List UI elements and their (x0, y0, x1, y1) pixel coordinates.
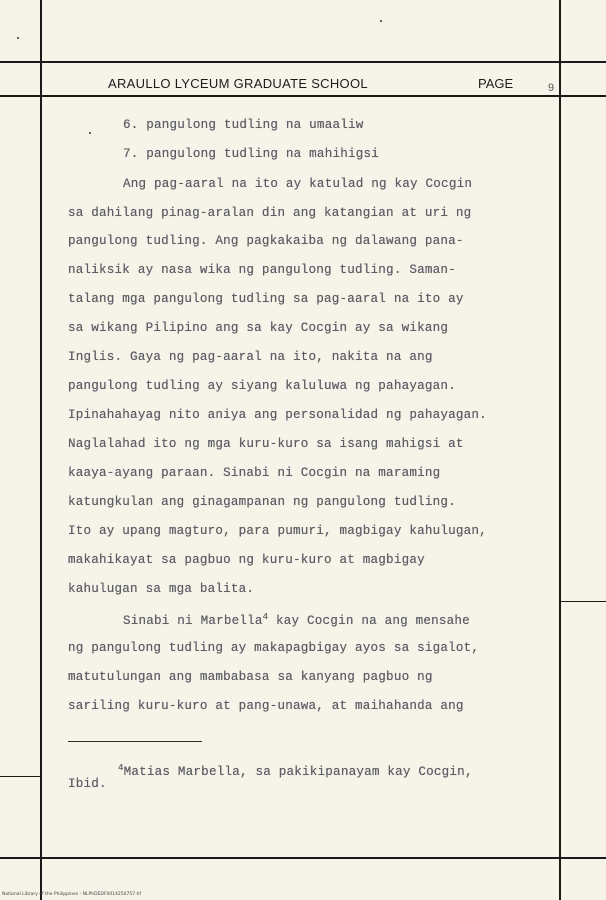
archive-credit: National Library of the Philippines - NLPhDEDF0014250757.tif (2, 892, 142, 897)
body-line: ng pangulong tudling ay makapagbigay ayos sa sigalot, (68, 641, 480, 655)
paragraph-2-first-line (123, 612, 470, 628)
list-item: 6. pangulong tudling na umaaliw (123, 118, 364, 132)
ink-speck (380, 20, 382, 22)
body-line: Inglis. Gaya ng pag-aaral na ito, nakita na ang (68, 350, 433, 364)
body-line: kaaya-ayang paraan. Sinabi ni Cocgin na maraming (68, 466, 441, 480)
body-line: Naglalahad ito ng mga kuru-kuro sa isang mahigsi at (68, 437, 464, 451)
left-margin-rule (0, 776, 42, 777)
body-line: matutulungan ang mambabasa sa kanyang pagbuo ng (68, 670, 433, 684)
left-border (40, 0, 42, 900)
body-line: Ipinahahayag nito aniya ang personalidad ng pahayagan. (68, 408, 487, 422)
body-line: pangulong tudling ay siyang kaluluwa ng pahayagan. (68, 379, 456, 393)
footnote-rule (68, 741, 202, 742)
list-item: 7. pangulong tudling na mahihigsi (123, 147, 379, 161)
body-line: Ito ay upang magturo, para pumuri, magbigay kahulugan, (68, 524, 487, 538)
right-margin-rule (560, 601, 606, 602)
school-header-title: ARAULLO LYCEUM GRADUATE SCHOOL (108, 76, 368, 91)
footnote-number: 4 (118, 763, 124, 773)
page-number: 9 (548, 82, 555, 94)
body-line: sa dahilang pinag-aralan din ang katangian at uri ng (68, 206, 472, 220)
ink-speck (89, 132, 91, 134)
body-line: katungkulan ang ginagampanan ng pangulong tudling. (68, 495, 456, 509)
top-rule (0, 61, 606, 63)
para2-tail: kay Cocgin na ang mensahe (268, 614, 470, 629)
body-line: makahikayat sa pagbuo ng kuru-kuro at magbigay (68, 553, 425, 567)
bottom-rule (0, 857, 606, 859)
right-border (559, 0, 561, 900)
footnote-line: Ibid. (68, 777, 107, 791)
body-line: sariling kuru-kuro at pang-unawa, at maihahanda ang (68, 699, 464, 713)
para2-lead: Sinabi ni Marbella (123, 614, 263, 629)
footnote-text: Matias Marbella, sa pakikipanayam kay Cocgin, (123, 765, 473, 780)
body-line: kahulugan sa mga balita. (68, 582, 255, 596)
ink-speck (17, 37, 19, 39)
body-line: naliksik ay nasa wika ng pangulong tudling. Saman- (68, 263, 456, 277)
body-line: pangulong tudling. Ang pagkakaiba ng dalawang pana- (68, 234, 464, 248)
footnote-reference: 4 (262, 612, 269, 622)
header-rule (0, 95, 606, 97)
body-line: Ang pag-aaral na ito ay katulad ng kay Cocgin (123, 177, 473, 191)
footnote-line (118, 763, 473, 779)
body-line: talang mga pangulong tudling sa pag-aaral na ito ay (68, 292, 464, 306)
body-line: sa wikang Pilipino ang sa kay Cocgin ay sa wikang (68, 321, 449, 335)
page-label: PAGE (478, 76, 514, 91)
